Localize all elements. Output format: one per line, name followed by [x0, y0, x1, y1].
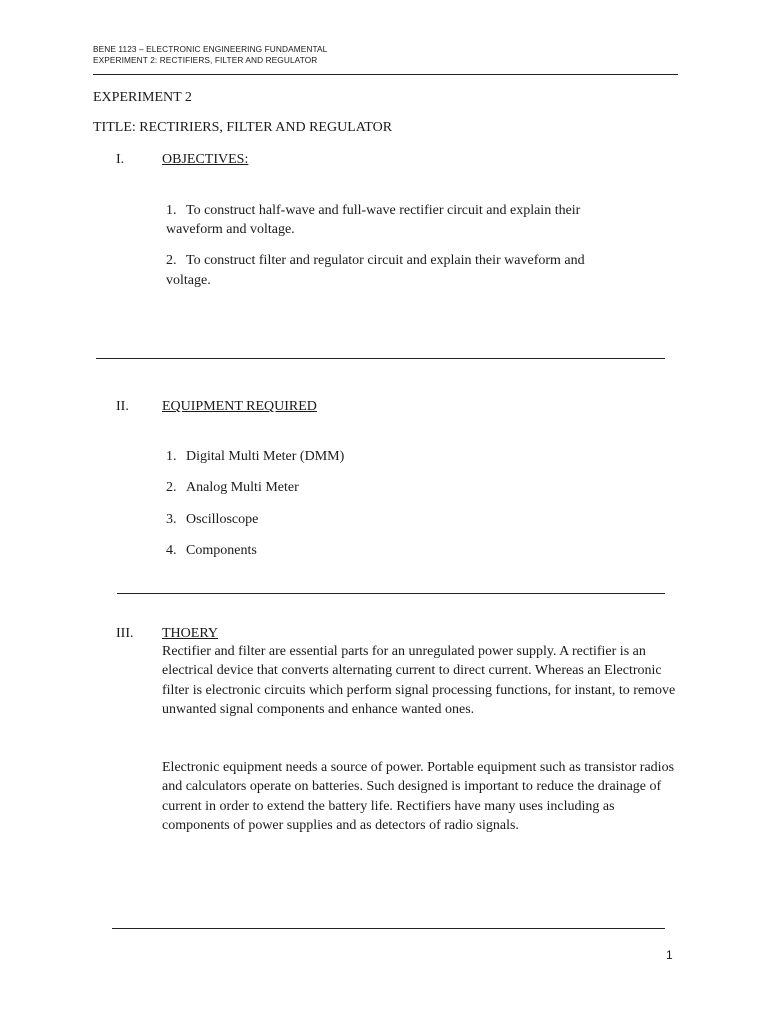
objective-2-number: 2. — [166, 253, 177, 268]
header-course-line: BENE 1123 – ELECTRONIC ENGINEERING FUNDAMENTAL — [93, 44, 328, 54]
equipment-item: Components — [186, 543, 257, 558]
objective-2-line2: voltage. — [166, 273, 211, 288]
equipment-item: Oscilloscope — [186, 512, 259, 527]
header-rule — [93, 74, 678, 75]
document-title: TITLE: RECTIRIERS, FILTER AND REGULATOR — [93, 120, 393, 135]
equipment-item: Digital Multi Meter (DMM) — [186, 449, 345, 464]
objective-1-line2: waveform and voltage. — [166, 222, 295, 237]
objective-1-line1: To construct half-wave and full-wave rectifier circuit and explain their — [186, 203, 581, 218]
equipment-2-number: 2. — [166, 480, 177, 495]
header-experiment-line: EXPERIMENT 2: RECTIFIERS, FILTER AND REGULATOR — [93, 55, 318, 65]
equipment-3-number: 3. — [166, 512, 177, 527]
section-heading-objectives: OBJECTIVES: — [162, 152, 249, 167]
objective-1-number: 1. — [166, 203, 177, 218]
equipment-1-number: 1. — [166, 449, 177, 464]
section-numeral-objectives: I. — [116, 152, 125, 167]
section-numeral-equipment: II. — [116, 399, 129, 414]
section-divider — [112, 928, 665, 929]
experiment-heading: EXPERIMENT 2 — [93, 90, 192, 105]
section-numeral-theory: III. — [116, 626, 134, 641]
page-number: 1 — [666, 948, 673, 962]
section-divider — [96, 358, 665, 359]
section-heading-theory: THOERY — [162, 626, 218, 641]
theory-paragraph-1: Rectifier and filter are essential parts for an unregulated power supply. A rectifier is an electrical device that converts alternating current to direct current. Whereas an Electronic filter is electronic circuits which perform signal processing functions, for instant, to remove unwanted signal components and enhance wanted ones. — [162, 644, 676, 718]
objective-2-line1: To construct filter and regulator circuit and explain their waveform and — [186, 253, 585, 268]
theory-paragraph-2: Electronic equipment needs a source of power. Portable equipment such as transistor radios and calculators operate on batteries. Such designed is important to reduce the drainage of current in order to extend the battery life. Rectifiers have many uses including as components of power supplies and as detectors of radio signals. — [162, 760, 675, 834]
section-divider — [117, 593, 665, 594]
section-heading-equipment: EQUIPMENT REQUIRED — [162, 399, 317, 414]
equipment-item: Analog Multi Meter — [186, 480, 299, 495]
equipment-4-number: 4. — [166, 543, 177, 558]
